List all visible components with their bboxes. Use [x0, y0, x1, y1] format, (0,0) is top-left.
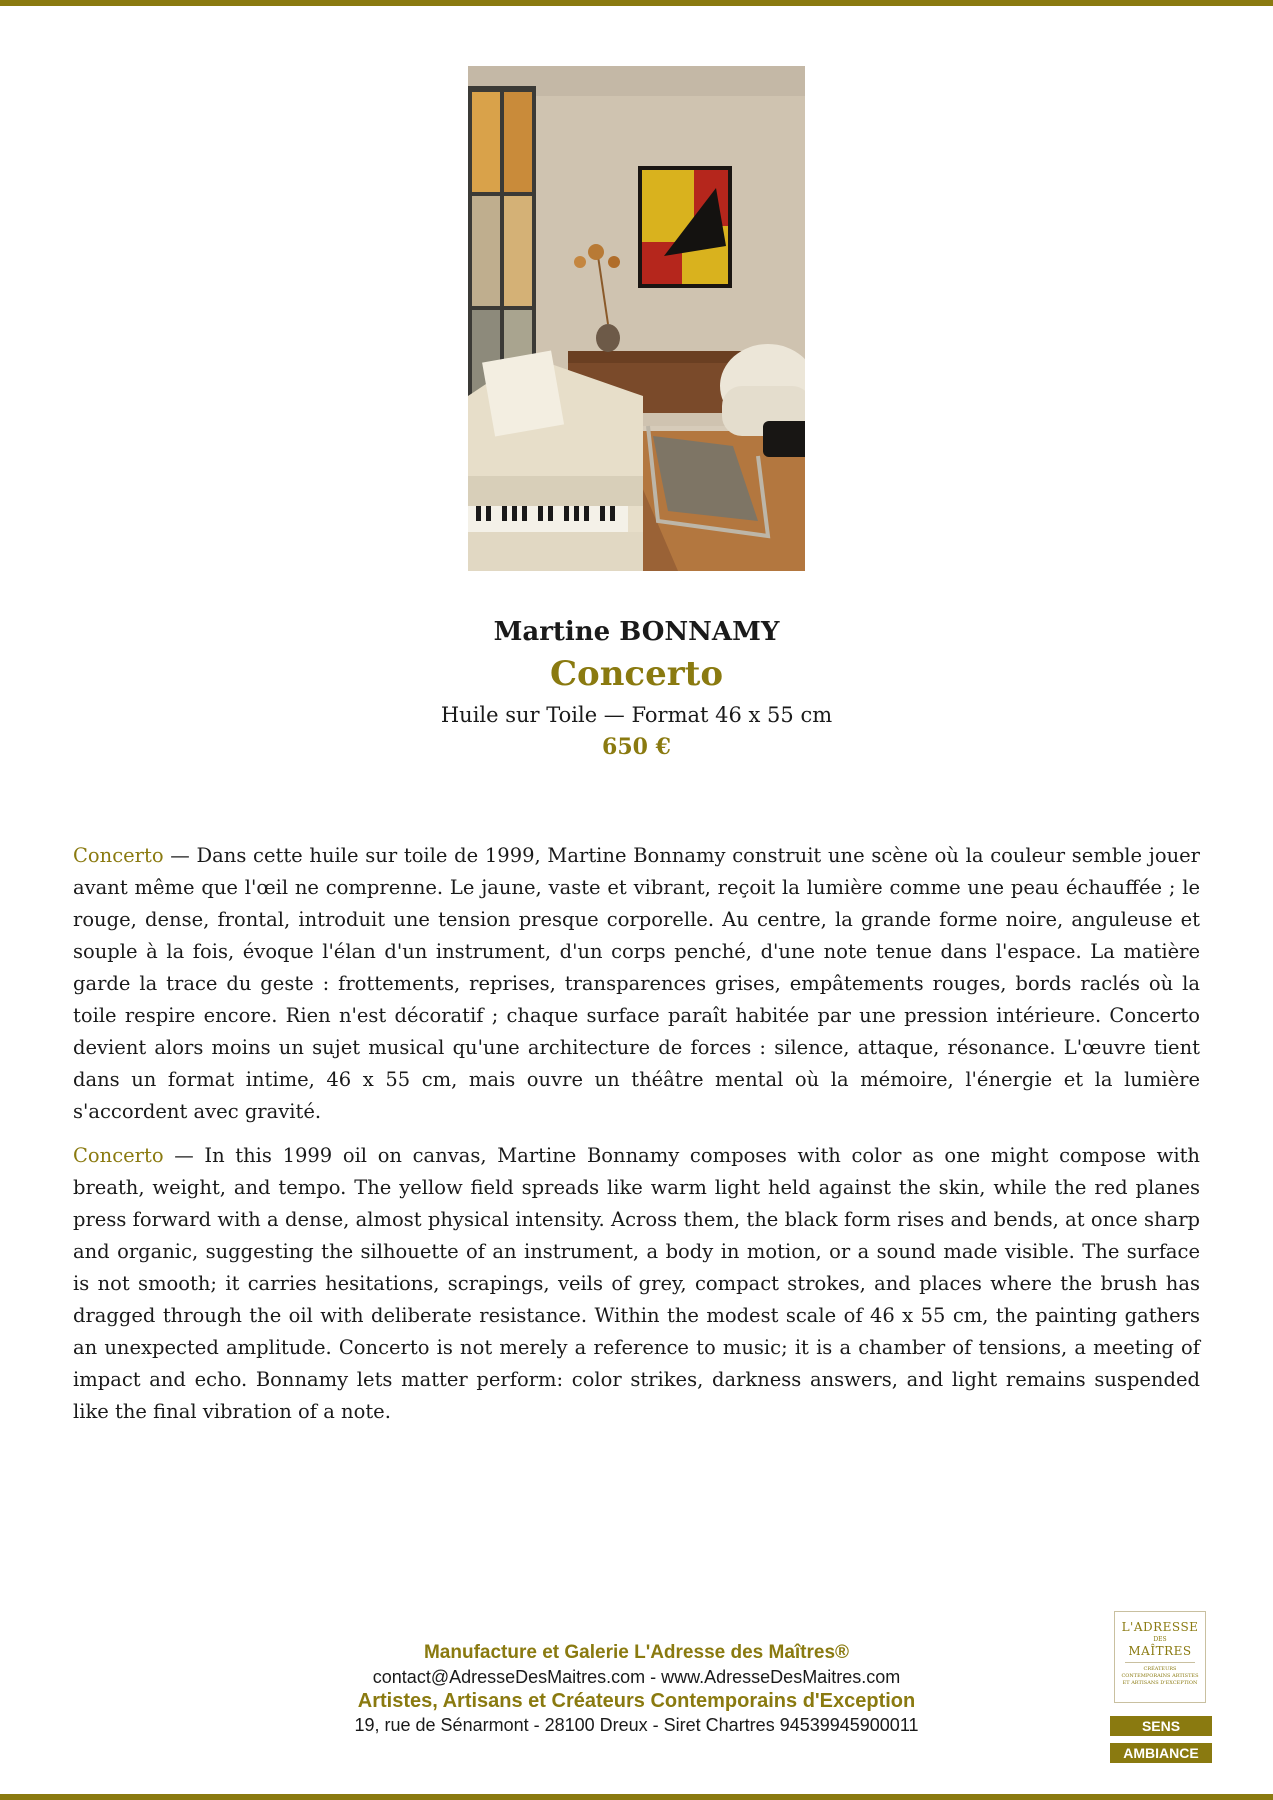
description-fr-lead: Concerto: [73, 844, 164, 867]
logo-line-3: MAÎTRES: [1128, 1644, 1192, 1658]
description-fr: [73, 840, 1200, 1128]
artwork-header: [0, 612, 1273, 762]
footer-tagline: Artistes, Artisans et Créateurs Contemporains d'Exception: [357, 1690, 916, 1712]
artwork-description: [73, 840, 1200, 1440]
description-en-text: — In this 1999 oil on canvas, Martine Bonnamy composes with color as one might compose with breath, weight, and tempo. The yellow field spreads like warm light held against the skin, while the red planes press forward with a dense, almost physical intensity. Across them, the black form rises and bends, at once sharp and organic, suggesting the silhouette of an instrument, a body in motion, or a sound made visible. The surface is not smooth; it carries hesitations, scrapings, veils of grey, compact strokes, and places where the brush has dragged through the oil with deliberate resistance. Within the modest scale of 46 x 55 cm, the painting gathers an unexpected amplitude. Concerto is not merely a reference to music; it is a chamber of tensions, a meeting of impact and echo. Bonnamy lets matter perform: color strikes, darkness answers, and light remains suspended like the final vibration of a note.: [73, 1144, 1200, 1423]
logo-line-2: DES: [1153, 1636, 1167, 1643]
artwork-photo: [468, 66, 805, 571]
description-en-lead: Concerto: [73, 1144, 164, 1167]
gallery-logo: [1114, 1611, 1206, 1703]
top-border: [0, 0, 1273, 6]
logo-line-4: CRÉATEURS CONTEMPORAINS ARTISTES ET ARTISANS D'EXCEPTION: [1121, 1666, 1199, 1686]
badge-sens: SENS: [1110, 1716, 1212, 1736]
artist-name: Martine BONNAMY: [493, 617, 780, 647]
footer-contact: contact@AdresseDesMaitres.com - www.AdresseDesMaitres.com: [372, 1667, 901, 1687]
footer: [0, 1641, 1273, 1737]
bottom-border: [0, 1794, 1273, 1800]
artwork-technique: Huile sur Toile — Format 46 x 55 cm: [440, 703, 833, 727]
footer-company: Manufacture et Galerie L'Adresse des Maîtres®: [423, 1642, 850, 1663]
footer-address: 19, rue de Sénarmont - 28100 Dreux - Siret Chartres 94539945900011: [354, 1715, 919, 1735]
logo-line-1: L'ADRESSE: [1121, 1620, 1199, 1634]
artwork-title: Concerto: [549, 654, 724, 694]
badge-ambiance: AMBIANCE: [1110, 1743, 1212, 1763]
description-en: [73, 1140, 1200, 1428]
logo-divider: [1125, 1662, 1195, 1663]
description-fr-text: — Dans cette huile sur toile de 1999, Martine Bonnamy construit une scène où la couleur semble jouer avant même que l'œil ne comprenne. Le jaune, vaste et vibrant, reçoit la lumière comme une peau échauffée ; le rouge, dense, frontal, introduit une tension presque corporelle. Au centre, la grande forme noire, anguleuse et souple à la fois, évoque l'élan d'un instrument, d'un corps penché, d'une note tenue dans l'espace. La matière garde la trace du geste : frottements, reprises, transparences grises, empâtements rouges, bords raclés où la toile respire encore. Rien n'est décoratif ; chaque surface paraît habitée par une pression intérieure. Concerto devient alors moins un sujet musical qu'une architecture de forces : silence, attaque, résonance. L'œuvre tient dans un format intime, 46 x 55 cm, mais ouvre un théâtre mental où la mémoire, l'énergie et la lumière s'accordent avec gravité.: [73, 844, 1200, 1123]
artwork-price: 650 €: [602, 734, 671, 760]
